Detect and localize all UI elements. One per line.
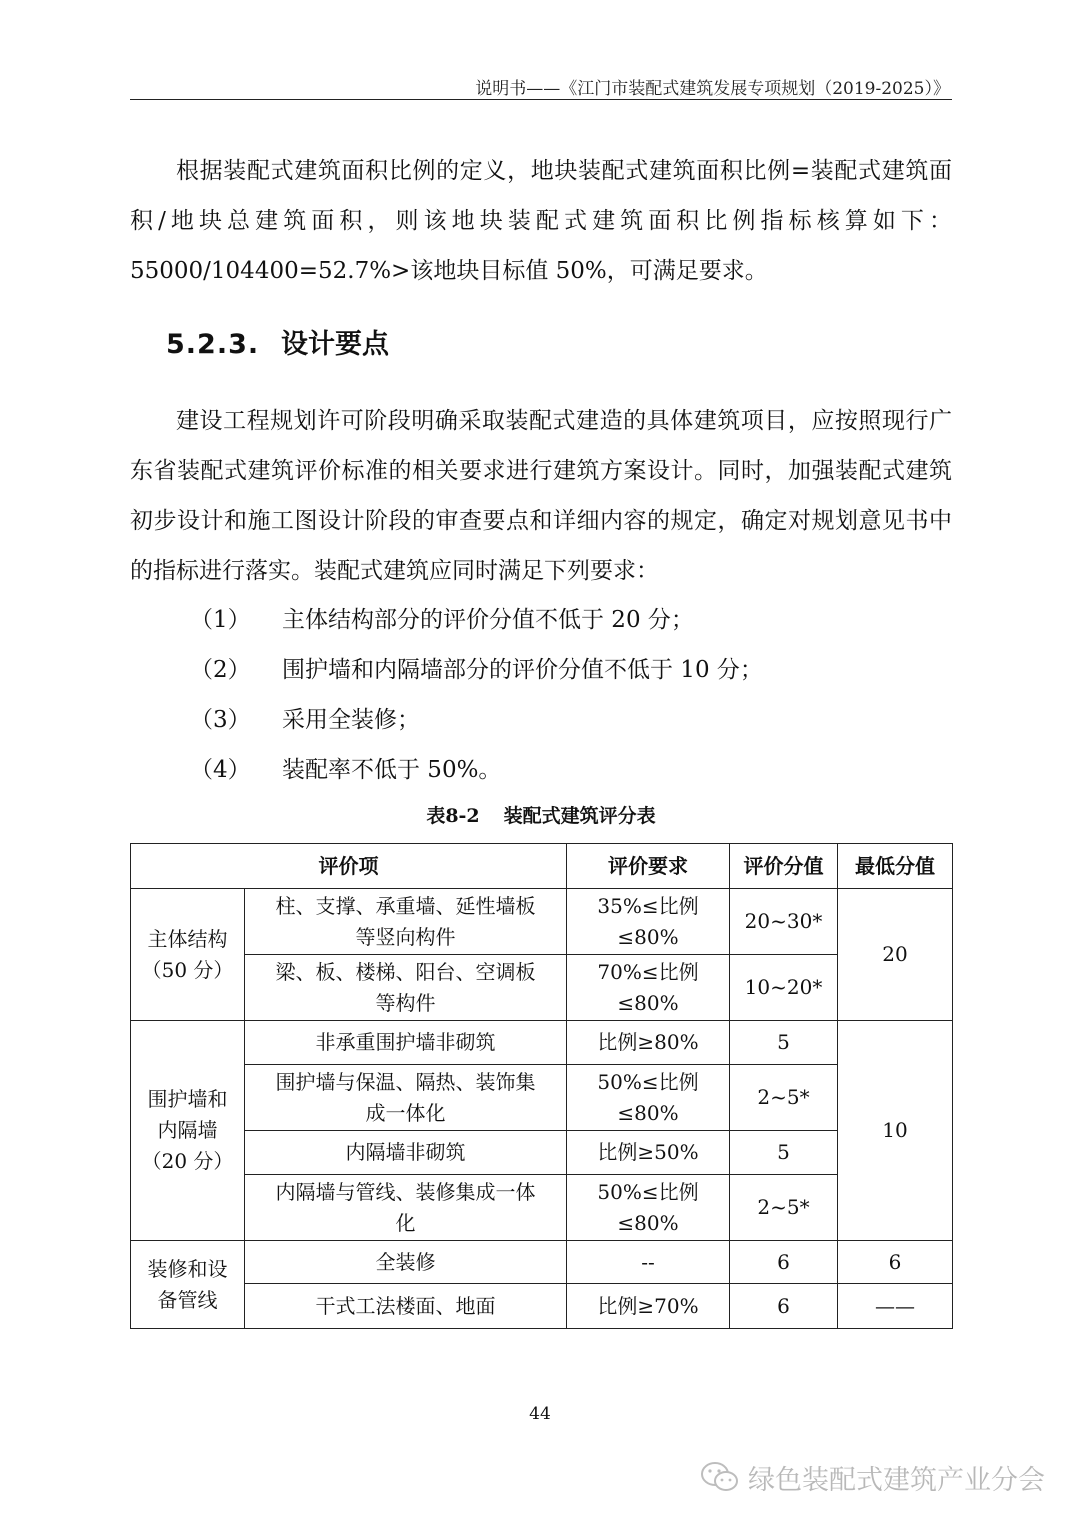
wechat-watermark <box>700 1455 1045 1499</box>
item-line: 化 <box>395 1210 416 1235</box>
section-heading <box>166 322 389 361</box>
table-caption-number: 表8-2 <box>426 805 480 827</box>
requirement-line: 50%≤比例 <box>597 1069 699 1094</box>
requirement-text: 围护墙和内隔墙部分的评价分值不低于 10 分； <box>282 657 763 683</box>
watermark-text: 绿色装配式建筑产业分会 <box>748 1464 1045 1496</box>
table-row <box>131 1021 953 1065</box>
requirement-line: 70%≤比例 <box>597 959 699 984</box>
requirement-item <box>190 605 694 635</box>
section-title: 设计要点 <box>281 329 389 360</box>
group-points: （50 分） <box>141 957 234 982</box>
item-line: 成一体化 <box>365 1100 446 1125</box>
header-divider <box>130 99 952 100</box>
score-cell: 2~5* <box>730 1065 838 1131</box>
group-name: 主体结构 <box>147 926 228 951</box>
score-cell: 20~30* <box>730 889 838 955</box>
requirement-cell: 比例≥70% <box>567 1284 730 1329</box>
requirement-line: ≤80% <box>617 1100 679 1125</box>
table-caption <box>130 801 952 828</box>
requirement-cell: -- <box>567 1241 730 1284</box>
score-cell: 6 <box>730 1284 838 1329</box>
requirement-line: ≤80% <box>617 990 679 1015</box>
min-score-cell: —— <box>838 1284 953 1329</box>
requirement-cell: 比例≥80% <box>567 1021 730 1065</box>
requirement-number: （2） <box>190 657 251 683</box>
requirement-cell <box>567 1065 730 1131</box>
min-score-cell: 20 <box>838 889 953 1021</box>
item-cell <box>245 1065 567 1131</box>
requirement-line: 50%≤比例 <box>597 1179 699 1204</box>
group-cell <box>131 1241 245 1329</box>
item-cell: 内隔墙非砌筑 <box>245 1131 567 1175</box>
requirement-number: （3） <box>190 707 251 733</box>
document-header: 说明书——《江门市装配式建筑发展专项规划（2019-2025）》 <box>475 79 950 99</box>
requirement-number: （1） <box>190 607 251 633</box>
requirement-text: 采用全装修； <box>282 707 420 733</box>
table-row <box>131 1175 953 1241</box>
min-score-cell: 10 <box>838 1021 953 1241</box>
item-cell: 非承重围护墙非砌筑 <box>245 1021 567 1065</box>
group-cell <box>131 1021 245 1241</box>
group-name-cont: 内隔墙 <box>157 1118 218 1142</box>
min-score-cell: 6 <box>838 1241 953 1284</box>
scoring-table <box>130 843 953 1329</box>
intro-paragraph: 根据装配式建筑面积比例的定义，地块装配式建筑面积比例=装配式建筑面积/地块总建筑面积，则该地块装配式建筑面积比例指标核算如下：55000/104400=52.7%>该地块目标值 50%，可满足要求。 <box>130 158 952 284</box>
table-header-row <box>131 844 953 889</box>
item-line: 等构件 <box>375 990 436 1015</box>
page-number: 44 <box>529 1404 551 1424</box>
requirement-cell <box>567 1175 730 1241</box>
score-cell: 5 <box>730 1021 838 1065</box>
item-cell <box>245 1175 567 1241</box>
item-cell <box>245 955 567 1021</box>
group-points: （20 分） <box>141 1149 234 1173</box>
header-requirement: 评价要求 <box>567 844 730 889</box>
table-row <box>131 1065 953 1131</box>
item-cell: 全装修 <box>245 1241 567 1284</box>
requirement-line: 35%≤比例 <box>597 893 699 918</box>
group-name: 围护墙和 <box>147 1087 228 1111</box>
item-cell: 干式工法楼面、地面 <box>245 1284 567 1329</box>
header-item: 评价项 <box>131 844 567 889</box>
design-paragraph: 建设工程规划许可阶段明确采取装配式建造的具体建筑项目，应按照现行广东省装配式建筑评价标准的相关要求进行建筑方案设计。同时，加强装配式建筑初步设计和施工图设计阶段的审查要点和详细内容的规定，确定对规划意见书中的指标进行落实。装配式建筑应同时满足下列要求： <box>130 408 952 584</box>
table-caption-title: 装配式建筑评分表 <box>503 805 656 827</box>
table-row <box>131 1284 953 1329</box>
header-min-score: 最低分值 <box>838 844 953 889</box>
section-number: 5.2.3. <box>166 329 260 360</box>
table-row <box>131 889 953 955</box>
wechat-icon <box>700 1460 740 1494</box>
requirement-text: 主体结构部分的评价分值不低于 20 分； <box>282 607 694 633</box>
requirement-cell <box>567 889 730 955</box>
score-cell: 10~20* <box>730 955 838 1021</box>
requirement-line: ≤80% <box>617 1210 679 1235</box>
item-line: 梁、板、楼梯、阳台、空调板 <box>275 959 536 984</box>
group-cell <box>131 889 245 1021</box>
item-line: 围护墙与保温、隔热、装饰集 <box>275 1069 536 1094</box>
header-score: 评价分值 <box>730 844 838 889</box>
item-line: 等竖向构件 <box>355 924 456 949</box>
item-cell <box>245 889 567 955</box>
requirement-item <box>190 655 763 685</box>
table-row <box>131 955 953 1021</box>
table-row <box>131 1241 953 1284</box>
requirement-cell: 比例≥50% <box>567 1131 730 1175</box>
score-cell: 2~5* <box>730 1175 838 1241</box>
requirement-cell <box>567 955 730 1021</box>
item-line: 柱、支撑、承重墙、延性墙板 <box>275 893 536 918</box>
requirement-number: （4） <box>190 757 251 783</box>
requirement-line: ≤80% <box>617 924 679 949</box>
requirement-item <box>190 705 420 735</box>
group-name: 装修和设 <box>147 1256 228 1281</box>
table-row <box>131 1131 953 1175</box>
score-cell: 6 <box>730 1241 838 1284</box>
group-name-cont: 备管线 <box>157 1287 218 1312</box>
item-line: 内隔墙与管线、装修集成一体 <box>275 1179 536 1204</box>
requirement-text: 装配率不低于 50%。 <box>282 757 502 783</box>
score-cell: 5 <box>730 1131 838 1175</box>
requirement-item <box>190 755 501 785</box>
